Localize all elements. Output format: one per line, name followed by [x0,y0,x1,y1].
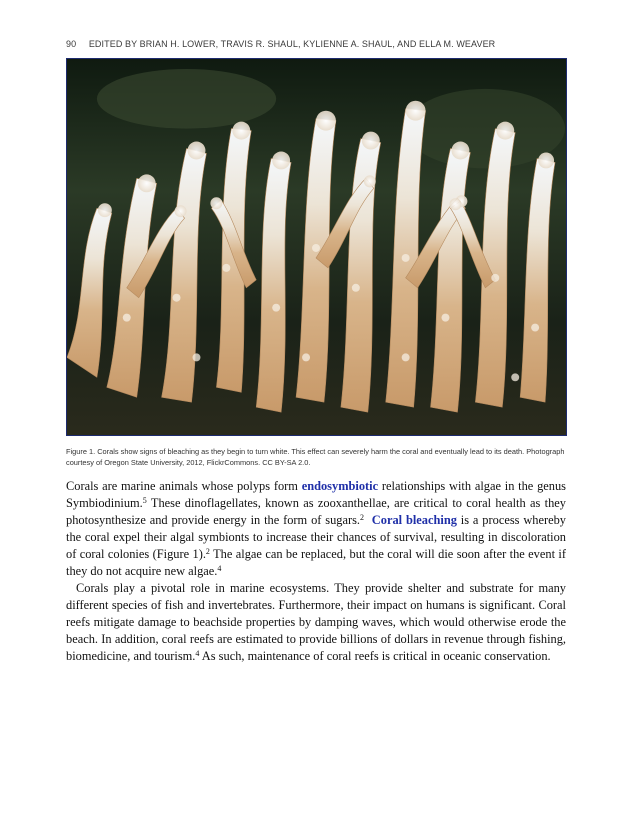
coral-bleaching-photo [66,58,567,436]
coral-illustration [67,59,566,435]
citation: 4 [195,649,200,658]
text-run: As such, maintenance of coral reefs is critical in oceanic conservation. [199,649,551,663]
term-link-coral-bleaching[interactable]: Coral bleaching [371,513,457,527]
running-header [66,39,566,49]
text-run: relationships with algae in the genus Symbiodinium. [66,479,566,510]
text-run: is a process whereby the coral expel their algal symbionts to increase their chances of survival, resulting in discoloration of coral colonies (Figure 1). [66,513,566,561]
term-link-endosymbiotic[interactable]: endosymbiotic [301,479,379,493]
running-title: EDITED BY BRIAN H. LOWER, TRAVIS R. SHAUL, KYLIENNE A. SHAUL, AND ELLA M. WEAVER [88,39,496,49]
paragraph [66,478,566,580]
citation: 2 [360,513,365,522]
text-run: Corals are marine animals whose polyps form [66,479,302,493]
citation: 2 [205,547,210,556]
citation: 5 [142,496,147,505]
citation: 4 [217,564,222,573]
text-run: The algae can be replaced, but the coral will die soon after the event if they do not acquire new algae. [66,547,566,578]
figure-caption: Figure 1. Corals show signs of bleaching as they begin to turn white. This effect can severely harm the coral and eventually lead to its death. Photograph courtesy of Oregon State University, 2012, FlickrCommons. CC BY-SA 2.0. [66,447,565,467]
text-run: Corals play a pivotal role in marine ecosystems. They provide shelter and substrate for many different species of fish and invertebrates. Furthermore, their impact on humans is significant. Coral reefs mitigate damage to beachside properties by damping waves, which would otherwise erode the beach. In addition, coral reefs are estimated to provide billions of dollars in revenue through fishing, biomedicine, and tourism. [66,581,566,663]
page-number: 90 [66,39,77,49]
paragraph [66,580,566,665]
text-run: These dinoflagellates, known as zooxanthellae, are critical to coral health as they photosynthesize and provide energy in the form of sugars. [66,496,566,527]
body-text [66,478,566,665]
